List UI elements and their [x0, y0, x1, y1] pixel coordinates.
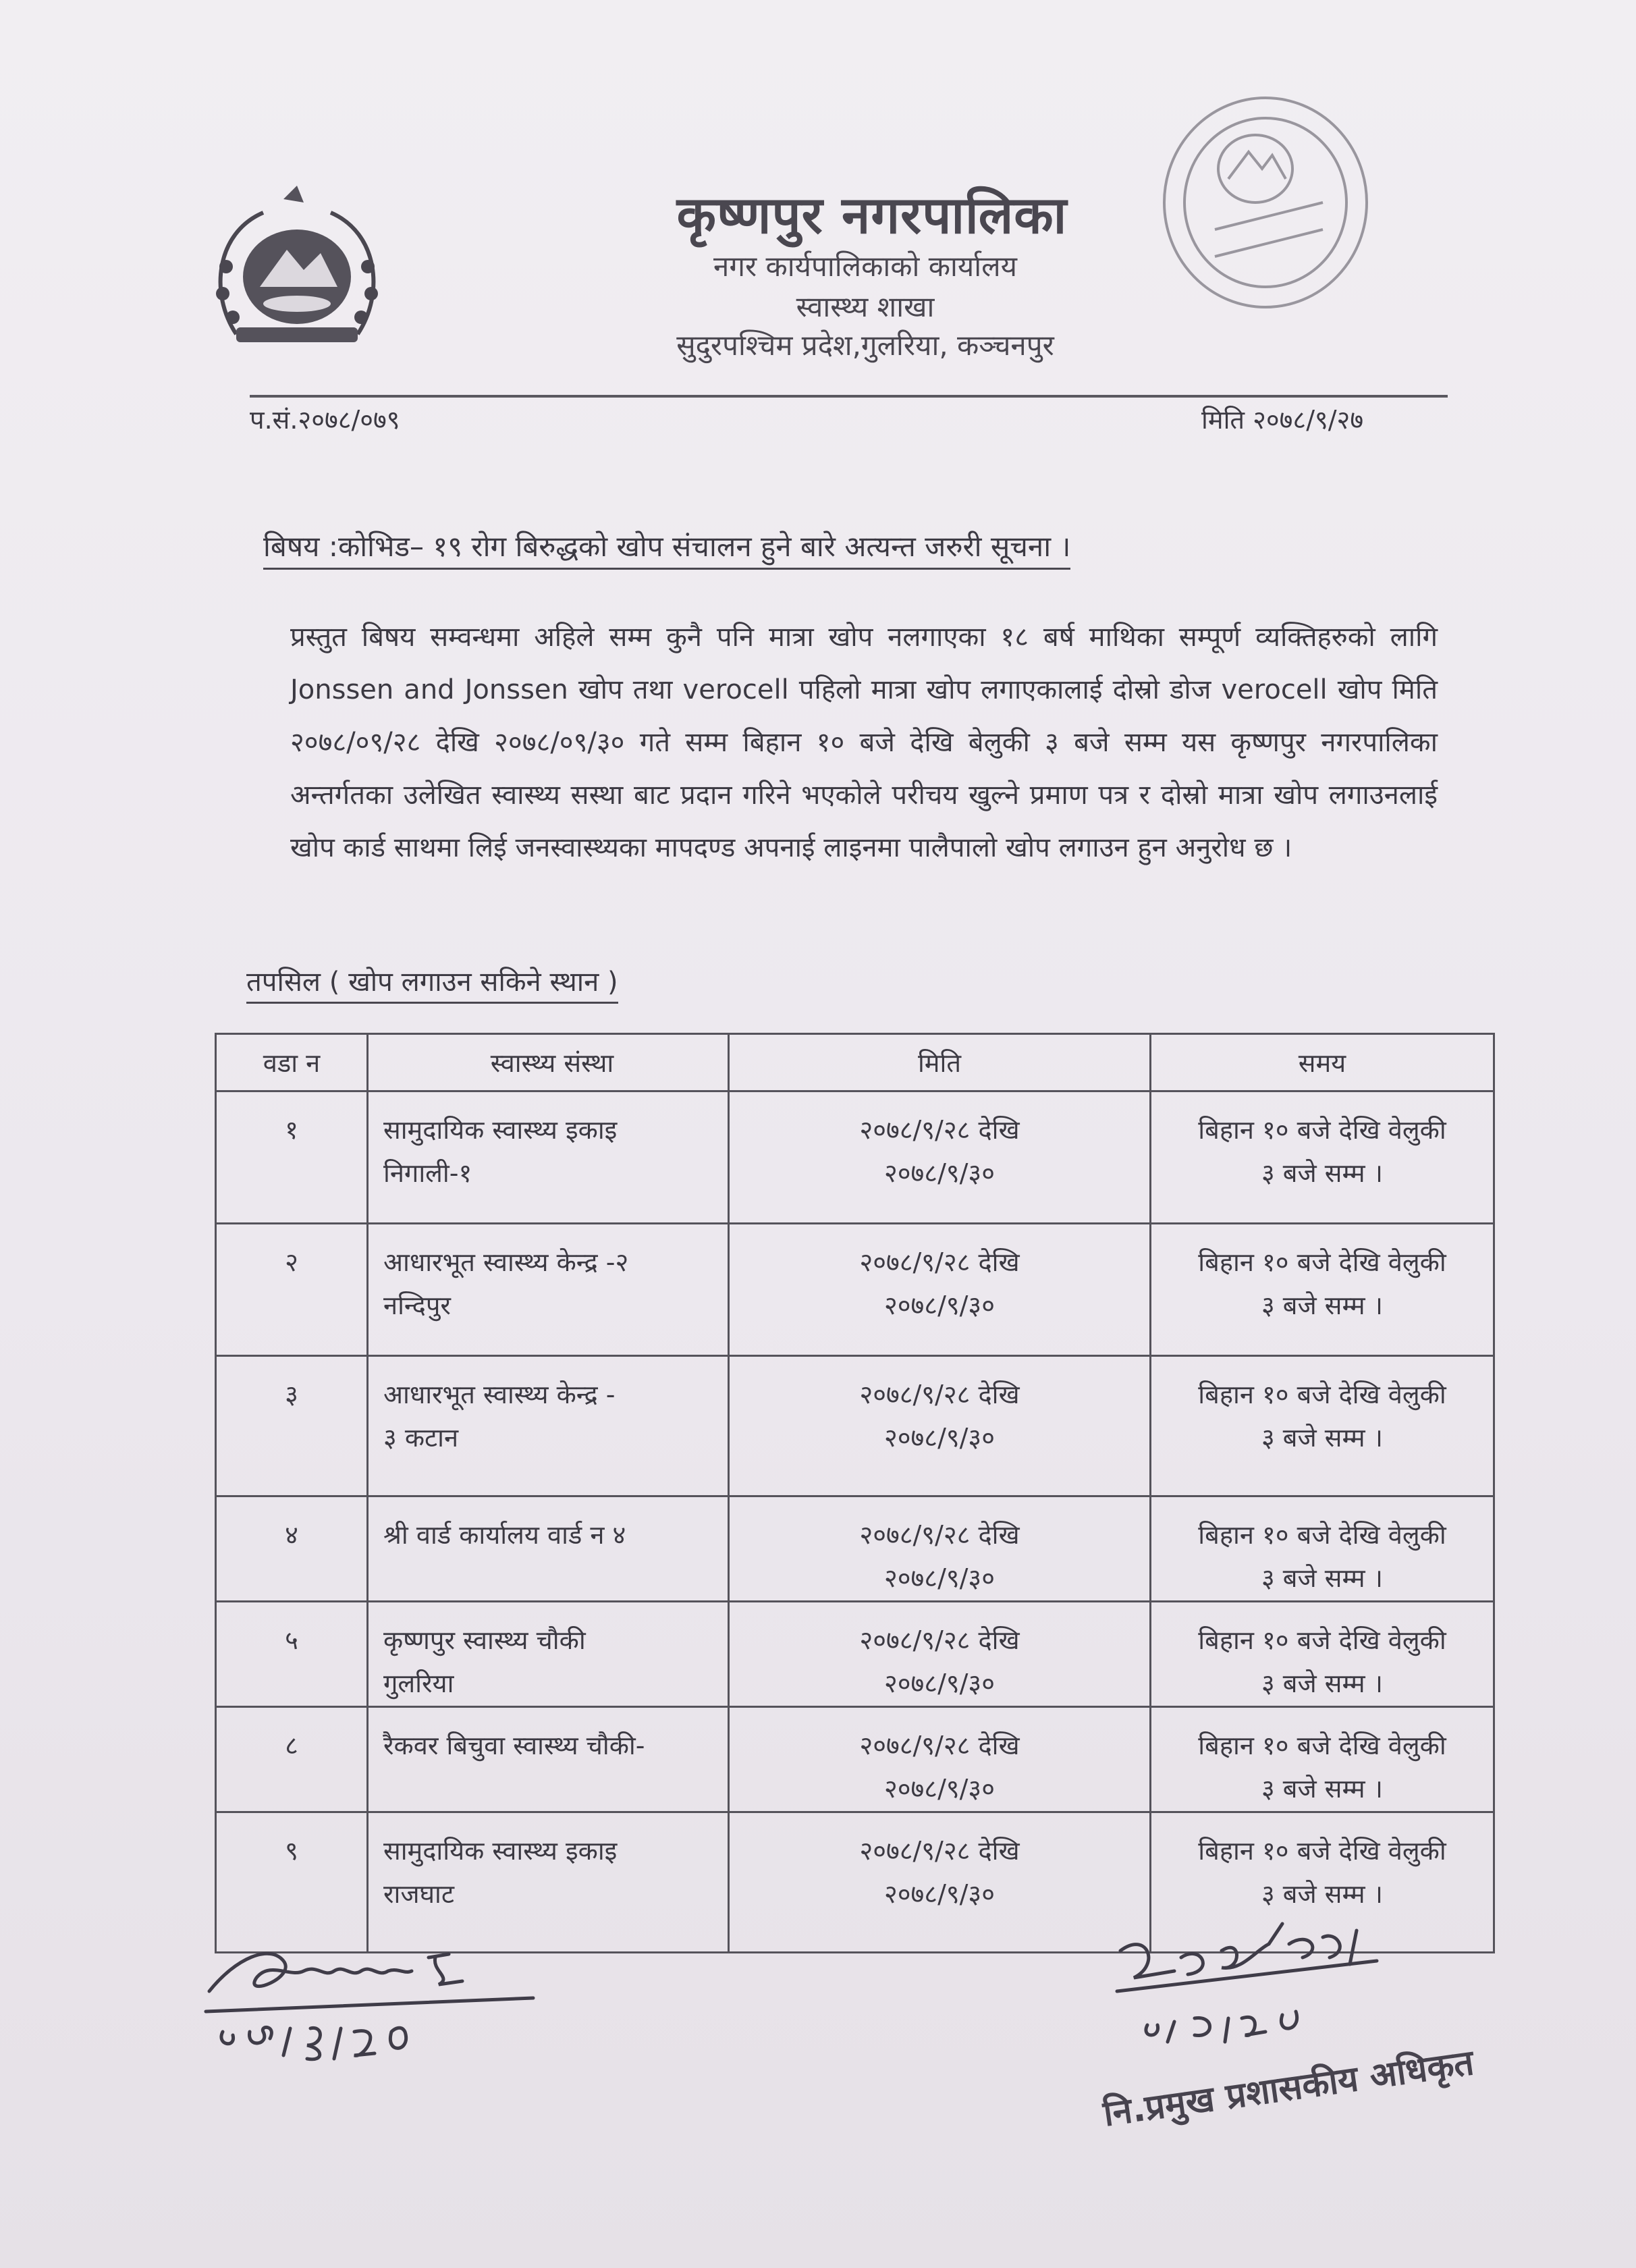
table-row [216, 1224, 1494, 1356]
time-cell [1151, 1707, 1494, 1812]
date-cell [729, 1496, 1151, 1602]
notice-body: प्रस्तुत बिषय सम्वन्धमा अहिले सम्म कुनै पनि मात्रा खोप नलगाएका १८ बर्ष माथिका सम्पूर्ण व्यक्तिहरुको लागि Jonssen and Jonssen खोप तथा verocell पहिलो मात्रा खोप लगाएकालाई दोस्रो डोज verocell खोप मिति २०७८/०९/२८ देखि २०७८/०९/३० गते सम्म बिहान १० बजे देखि बेलुकी ३ बजे सम्म यस कृष्णपुर नगरपालिका अन्तर्गतका उलेखित स्वास्थ्य सस्था बाट प्रदान गरिने भएकोले परीचय खुल्ने प्रमाण पत्र र दोस्रो मात्रा खोप लगाउनलाई खोप कार्ड साथमा लिई जनस्वास्थ्यका मापदण्ड अपनाई लाइनमा पालैपालो खोप लगाउन हुन अनुरोध छ । [290, 622, 1438, 863]
table-row [216, 1091, 1494, 1224]
institution-line: ३ कटान [383, 1423, 459, 1453]
institution-line: सामुदायिक स्वास्थ्य इकाइ [383, 1115, 618, 1145]
time-line: बिहान १० बजे देखि वेलुकी [1198, 1115, 1446, 1145]
time-line: बिहान १० बजे देखि वेलुकी [1198, 1520, 1446, 1550]
date-line: २०७८/९/२८ देखि [859, 1520, 1020, 1550]
date-cell [729, 1707, 1151, 1812]
office-stamp-icon [1154, 88, 1377, 317]
institution-cell [368, 1224, 729, 1356]
ward-cell: ४ [216, 1496, 368, 1602]
header-ward: वडा न [216, 1034, 368, 1091]
time-line: ३ बजे सम्म । [1261, 1879, 1384, 1909]
table-row [216, 1602, 1494, 1707]
header-date: मिति [729, 1034, 1151, 1091]
date-line: २०७८/९/२८ देखि [859, 1836, 1020, 1866]
time-line: ३ बजे सम्म । [1261, 1423, 1384, 1453]
letter-date: मिति २०७८/९/२७ [1201, 405, 1364, 435]
date-line: २०७८/९/३० [884, 1774, 995, 1804]
institution-cell [368, 1602, 729, 1707]
org-name: कृष्णपुर नगरपालिका [676, 185, 1068, 245]
institution-line: आधारभूत स्वास्थ्य केन्द्र - [383, 1380, 616, 1409]
date-line: २०७८/९/२८ देखि [859, 1380, 1020, 1409]
header-time: समय [1151, 1034, 1494, 1091]
institution-cell [368, 1496, 729, 1602]
time-line: ३ बजे सम्म । [1261, 1291, 1384, 1320]
date-line: २०७८/९/३० [884, 1291, 995, 1320]
schedule-heading: तपसिल ( खोप लगाउन सकिने स्थान ) [246, 962, 618, 1004]
time-cell [1151, 1602, 1494, 1707]
subject-line: बिषय :कोभिड– १९ रोग बिरुद्धको खोप संचालन हुने बारे अत्यन्त जरुरी सूचना । [263, 526, 1070, 570]
table-row [216, 1496, 1494, 1602]
date-line: २०७८/९/२८ देखि [859, 1625, 1020, 1655]
date-line: २०७८/९/३० [884, 1423, 995, 1453]
date-line: २०७८/९/३० [884, 1669, 995, 1698]
date-cell [729, 1091, 1151, 1224]
institution-cell [368, 1356, 729, 1496]
time-cell [1151, 1356, 1494, 1496]
section-name: स्वास्थ्य शाखा [796, 290, 935, 323]
reference-number: प.सं.२०७८/०७९ [250, 405, 400, 435]
office-address: सुदुरपश्चिम प्रदेश,गुलरिया, कञ्चनपुर [676, 329, 1054, 362]
header-divider [250, 395, 1448, 398]
time-line: बिहान १० बजे देखि वेलुकी [1198, 1625, 1446, 1655]
ward-cell: ५ [216, 1602, 368, 1707]
signatory-designation: नि.प्रमुख प्रशासकीय अधिकृत [1101, 2042, 1477, 2135]
date-line: २०७८/९/२८ देखि [859, 1731, 1020, 1760]
time-cell [1151, 1496, 1494, 1602]
time-cell [1151, 1224, 1494, 1356]
vaccination-schedule-table [215, 1033, 1495, 1953]
time-line: ३ बजे सम्म । [1261, 1774, 1384, 1804]
time-line: बिहान १० बजे देखि वेलुकी [1198, 1247, 1446, 1277]
institution-cell [368, 1707, 729, 1812]
date-line: २०७८/९/३० [884, 1879, 995, 1909]
institution-cell [368, 1091, 729, 1224]
ward-cell: ९ [216, 1812, 368, 1953]
institution-line: निगाली-१ [383, 1158, 472, 1188]
institution-line: गुलरिया [383, 1669, 454, 1698]
date-line: २०७८/९/२८ देखि [859, 1115, 1020, 1145]
institution-line: नन्दिपुर [383, 1291, 451, 1320]
date-cell [729, 1224, 1151, 1356]
institution-line: रैकवर बिचुवा स्वास्थ्य चौकी- [383, 1731, 645, 1760]
institution-line: सामुदायिक स्वास्थ्य इकाइ [383, 1836, 618, 1866]
date-cell [729, 1602, 1151, 1707]
left-signature-icon [196, 1931, 547, 2113]
date-cell [729, 1812, 1151, 1953]
table-row [216, 1707, 1494, 1812]
time-line: ३ बजे सम्म । [1261, 1563, 1384, 1593]
time-line: बिहान १० बजे देखि वेलुकी [1198, 1836, 1446, 1866]
ward-cell: २ [216, 1224, 368, 1356]
institution-line: कृष्णपुर स्वास्थ्य चौकी [383, 1625, 586, 1655]
ward-cell: ८ [216, 1707, 368, 1812]
institution-line: राजघाट [383, 1879, 455, 1909]
institution-line: आधारभूत स्वास्थ्य केन्द्र -२ [383, 1247, 629, 1277]
time-cell [1151, 1091, 1494, 1224]
office-name: नगर कार्यपालिकाको कार्यालय [713, 250, 1017, 283]
time-line: ३ बजे सम्म । [1261, 1669, 1384, 1698]
date-line: २०७८/९/३० [884, 1563, 995, 1593]
time-line: बिहान १० बजे देखि वेलुकी [1198, 1731, 1446, 1760]
date-cell [729, 1356, 1151, 1496]
ward-cell: १ [216, 1091, 368, 1224]
table-row [216, 1356, 1494, 1496]
table-header-row [216, 1034, 1494, 1091]
right-signature-icon [1107, 1904, 1390, 2059]
header-institution: स्वास्थ्य संस्था [368, 1034, 729, 1091]
date-line: २०७८/९/२८ देखि [859, 1247, 1020, 1277]
date-line: २०७८/९/३० [884, 1158, 995, 1188]
institution-line: श्री वार्ड कार्यालय वार्ड न ४ [383, 1520, 626, 1550]
time-line: बिहान १० बजे देखि वेलुकी [1198, 1380, 1446, 1409]
ward-cell: ३ [216, 1356, 368, 1496]
time-line: ३ बजे सम्म । [1261, 1158, 1384, 1188]
